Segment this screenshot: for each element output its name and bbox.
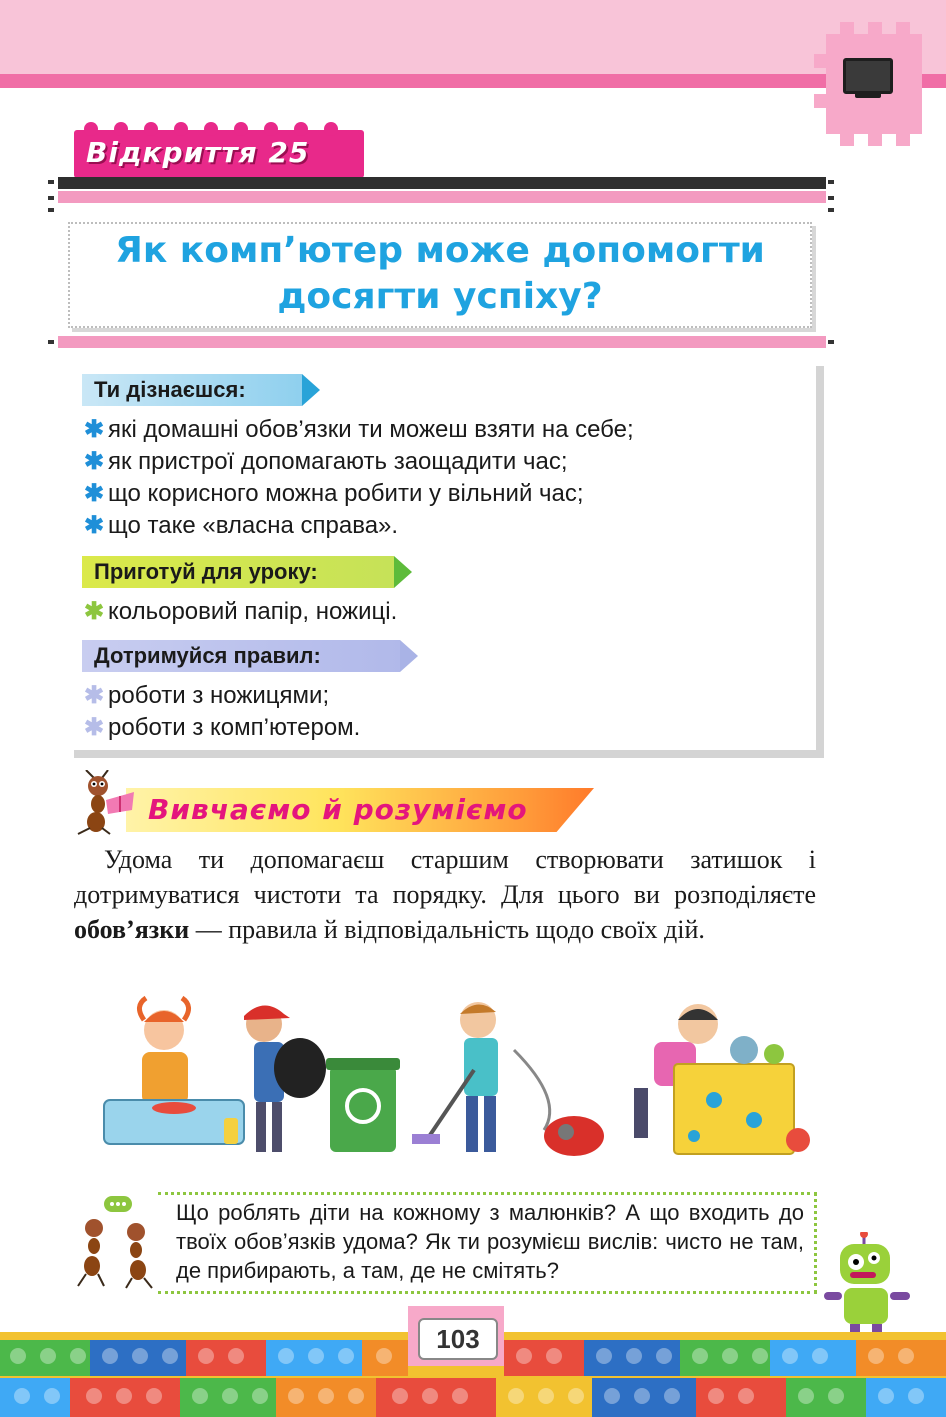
girl-washing-dishes [104, 998, 244, 1144]
star-bullet-icon: ✱ [84, 598, 105, 625]
lesson-badge-label: Відкриття 25 [86, 136, 310, 169]
girl-tidying-toys [634, 1004, 810, 1154]
monitor-stand [855, 92, 881, 98]
star-bullet-icon: ✱ [84, 416, 105, 443]
title-line-1: Як комп’ютер може допомогти [115, 230, 765, 271]
learn-heading: Ти дізнаєшся: [82, 374, 302, 406]
rules-heading: Дотримуйся правил: [82, 640, 400, 672]
star-bullet-icon: ✱ [84, 682, 105, 709]
title-bar-bottom [58, 336, 826, 348]
monitor-icon [843, 58, 893, 94]
page-number: 103 [418, 1318, 498, 1360]
robot-icon [820, 1232, 920, 1340]
list-item: ✱ що таке «власна справа». [84, 510, 398, 542]
title-bar-dark [58, 177, 826, 189]
section-title: Вивчаємо й розуміємо [148, 793, 528, 826]
list-item: ✱ кольоровий папір, ножиці. [84, 596, 397, 628]
page-title [68, 228, 812, 320]
chores-illustration [94, 990, 814, 1166]
prepare-heading: Приготуй для уроку: [82, 556, 394, 588]
top-band [0, 0, 946, 74]
ant-reading-icon [72, 770, 136, 836]
term-bold: обов’язки [74, 915, 190, 944]
star-bullet-icon: ✱ [84, 448, 105, 475]
title-line-2: досягти успіху? [277, 276, 603, 317]
boy-taking-out-trash [244, 1005, 400, 1152]
question-text: Що роблять діти на кожному з малюнків? А що входить до твоїх обов’язків удома? Як ти розумієш вислів: чисто не там, де прибирають, а там, де не смітять? [176, 1200, 804, 1283]
body-paragraph: Удома ти допомагаєш старшим створювати затишок і дотримуватися чистоти та порядку. Для цього ви розподіляєте обов’язки — правила й відповідальність щодо своїх дій. [74, 845, 816, 944]
list-item: ✱ які домашні обов’язки ти можеш взяти на себе; [84, 414, 634, 446]
list-item: ✱ що корисного можна робити у вільний час; [84, 478, 584, 510]
ants-talking-icon [74, 1196, 158, 1290]
top-stripe [0, 74, 946, 88]
star-bullet-icon: ✱ [84, 480, 105, 507]
star-bullet-icon: ✱ [84, 512, 105, 539]
boy-vacuuming [412, 1002, 604, 1156]
list-item: ✱ як пристрої допомагають заощадити час; [84, 446, 567, 478]
list-item: ✱ роботи з комп’ютером. [84, 712, 360, 744]
star-bullet-icon: ✱ [84, 714, 105, 741]
list-item: ✱ роботи з ножицями; [84, 680, 329, 712]
title-bar-pink [58, 191, 826, 203]
